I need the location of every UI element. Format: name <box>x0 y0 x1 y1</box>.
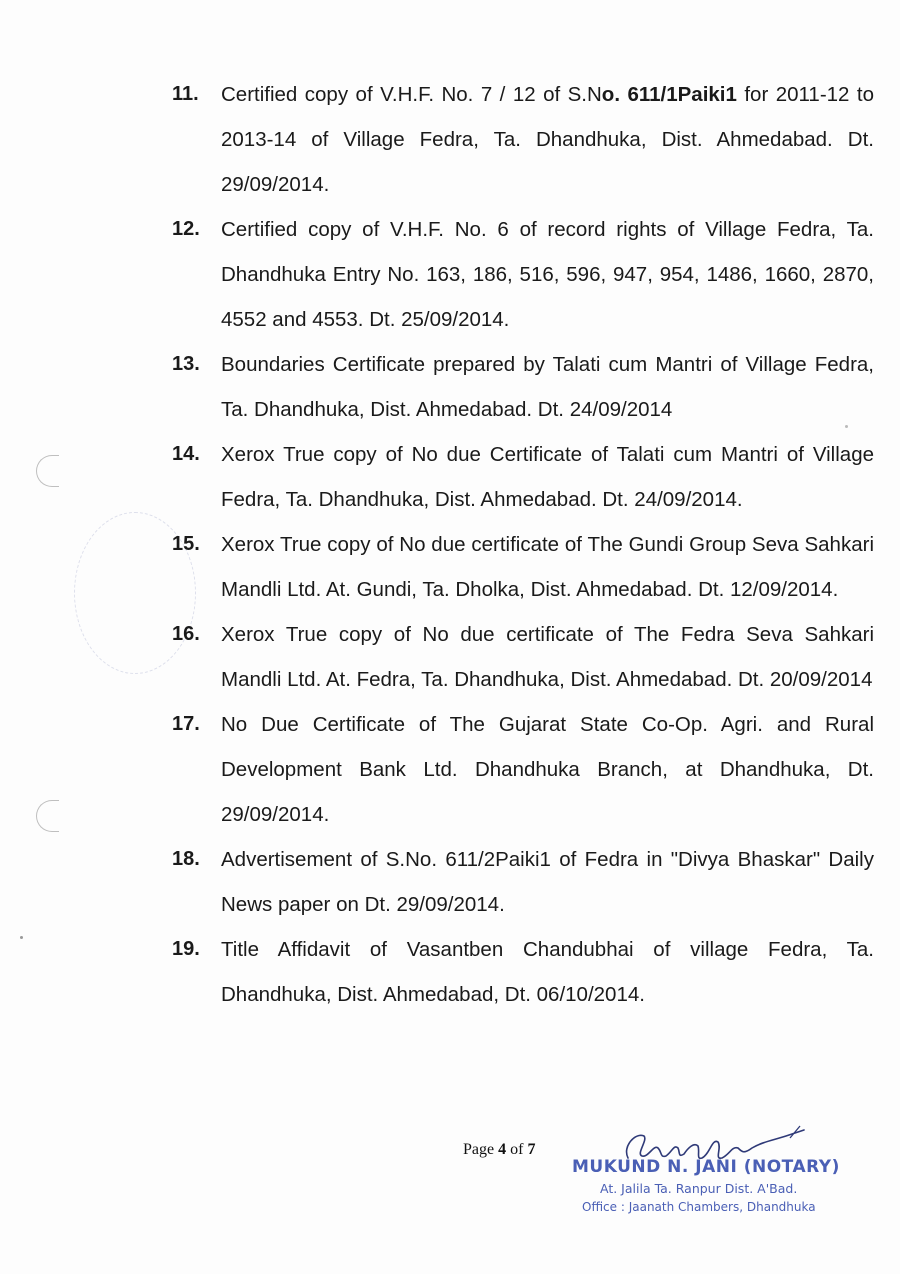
item-text: Xerox True copy of No due Certificate of Talati cum Mantri of Village Fedra, Ta. Dhandhuka, Dist. Ahmedabad. Dt. 24/09/2014. <box>221 443 874 511</box>
list-item <box>172 342 877 432</box>
notary-stamp <box>572 1157 842 1214</box>
item-text: No Due Certificate of The Gujarat State Co-Op. Agri. and Rural Development Bank Ltd. Dhandhuka Branch, at Dhandhuka, Dt. 29/09/2014. <box>221 713 874 826</box>
item-number: 19. <box>172 938 200 960</box>
stamp-address: At. Jalila Ta. Ranpur Dist. A'Bad. <box>600 1181 798 1196</box>
list-item <box>172 837 877 927</box>
item-text: Boundaries Certificate prepared by Talati cum Mantri of Village Fedra, Ta. Dhandhuka, Dist. Ahmedabad. Dt. 24/09/2014 <box>221 353 874 421</box>
item-number: 17. <box>172 713 200 735</box>
item-number: 13. <box>172 353 200 375</box>
list-item <box>172 522 877 612</box>
stamp-name: MUKUND N. JANI (NOTARY) <box>572 1157 840 1177</box>
item-text: Xerox True copy of No due certificate of The Fedra Seva Sahkari Mandli Ltd. At. Fedra, Ta. Dhandhuka, Dist. Ahmedabad. Dt. 20/09/2014 <box>221 623 874 691</box>
item-text: Advertisement of S.No. 611/2Paiki1 of Fedra in "Divya Bhaskar" Daily News paper on Dt. 29/09/2014. <box>221 848 874 916</box>
item-number: 11. <box>172 83 199 105</box>
item-text: Title Affidavit of Vasantben Chandubhai of village Fedra, Ta. Dhandhuka, Dist. Ahmedabad, Dt. 06/10/2014. <box>221 938 874 1006</box>
item-text: Certified copy of V.H.F. No. 7 / 12 of S.No. 611/1Paiki1 for 2011-12 to 2013-14 of Village Fedra, Ta. Dhandhuka, Dist. Ahmedabad. Dt. 29/09/2014. <box>221 83 874 196</box>
list-item <box>172 702 877 837</box>
item-number: 16. <box>172 623 200 645</box>
item-number: 12. <box>172 218 200 240</box>
list-item <box>172 72 877 207</box>
list-item <box>172 432 877 522</box>
list-item <box>172 612 877 702</box>
item-number: 18. <box>172 848 200 870</box>
item-text: Xerox True copy of No due certificate of The Gundi Group Seva Sahkari Mandli Ltd. At. Gundi, Ta. Dholka, Dist. Ahmedabad. Dt. 12/09/2014. <box>221 533 874 601</box>
item-number: 14. <box>172 443 200 465</box>
document-list <box>0 72 900 1017</box>
item-number: 15. <box>172 533 200 555</box>
list-item <box>172 927 877 1017</box>
stamp-office: Office : Jaanath Chambers, Dhandhuka <box>582 1200 816 1214</box>
item-text: Certified copy of V.H.F. No. 6 of record rights of Village Fedra, Ta. Dhandhuka Entry No. 163, 186, 516, 596, 947, 954, 1486, 1660, 2870, 4552 and 4553. Dt. 25/09/2014. <box>221 218 874 331</box>
list-item <box>172 207 877 342</box>
page-number: Page 4 of 7 <box>463 1141 536 1158</box>
